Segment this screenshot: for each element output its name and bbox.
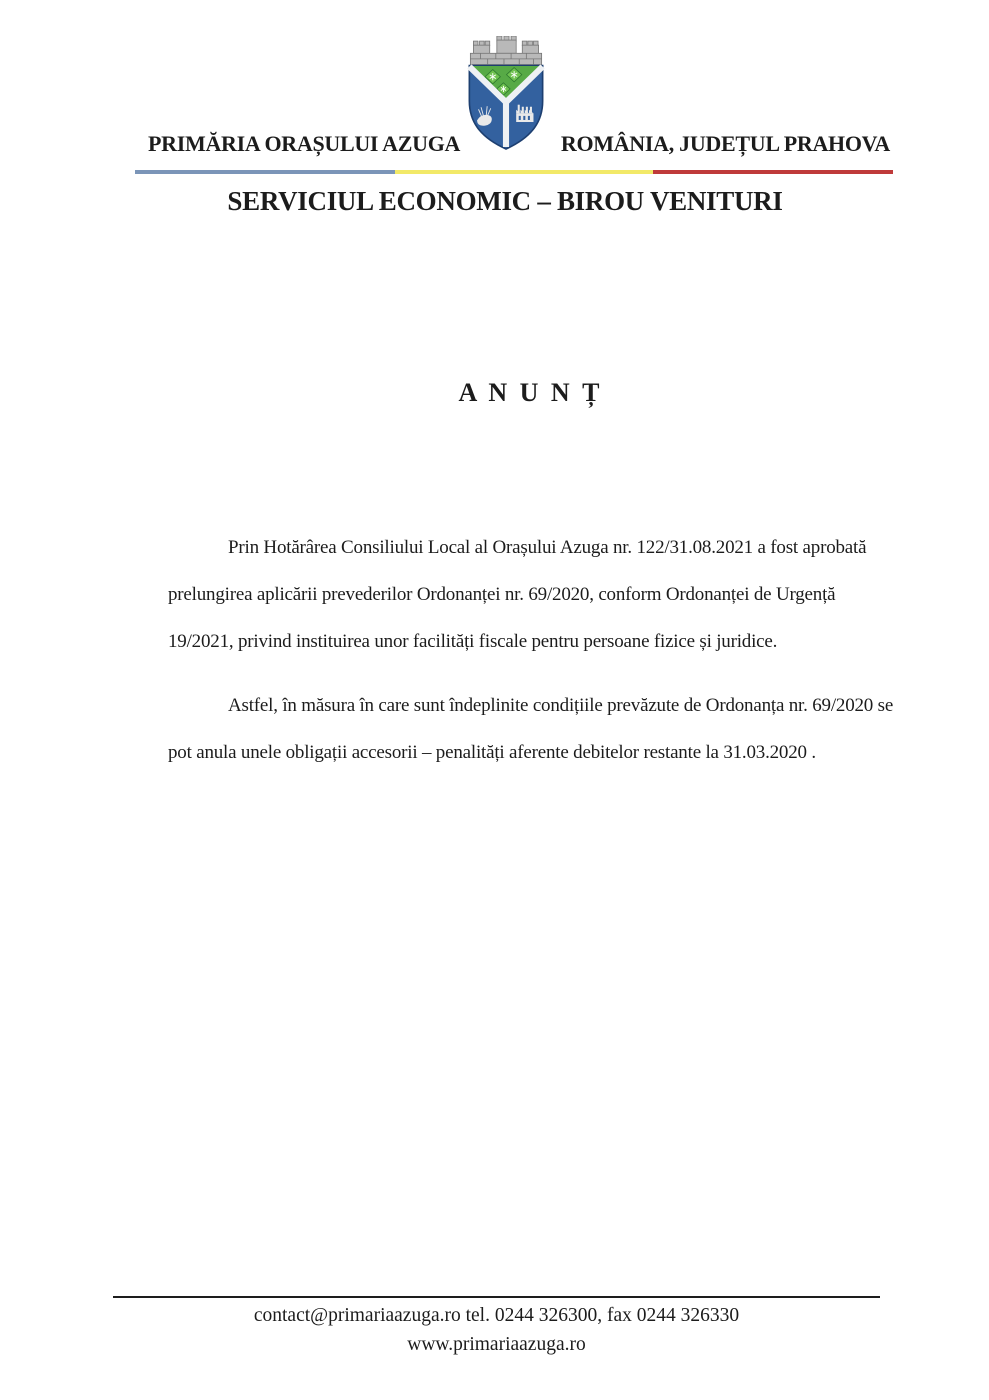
- mural-crown-icon: [470, 36, 541, 65]
- flag-blue-segment: [135, 170, 395, 174]
- website-line: www.primariaazuga.ro: [407, 1334, 586, 1355]
- page-footer: [113, 1301, 880, 1359]
- department-title: SERVICIUL ECONOMIC – BIROU VENITURI: [227, 186, 783, 216]
- paragraph-2: Astfel, în măsura în care sunt îndeplinite condițiile prevăzute de Ordonanța nr. 69/2020 se pot anula unele obligații accesorii – penalități aferente debitelor restante la 31.03.2020 .: [168, 695, 894, 763]
- tricolor-divider: [135, 170, 893, 174]
- paragraph-1: Prin Hotărârea Consiliului Local al Orașului Azuga nr. 122/31.08.2021 a fost aprobată prelungirea aplicării prevederilor Ordonanței nr. 69/2020, conform Ordonanței de Urgență 19/2021, privind instituirea unor facilități fiscale pentru persoane fizice și juridice.: [168, 537, 867, 652]
- flag-yellow-segment: [395, 170, 653, 174]
- footer-divider: [113, 1296, 880, 1298]
- flag-red-segment: [653, 170, 893, 174]
- region-name: ROMÂNIA, JUDEȚUL PRAHOVA: [560, 131, 890, 156]
- contact-line: contact@primariaazuga.ro tel. 0244 326300, fax 0244 326330: [253, 1305, 740, 1326]
- announcement-title: A N U N Ț: [458, 378, 603, 407]
- organization-name: PRIMĂRIA ORAȘULUI AZUGA: [148, 131, 461, 156]
- announcement-body: [168, 524, 895, 776]
- azuga-coat-of-arms-icon: [465, 36, 547, 150]
